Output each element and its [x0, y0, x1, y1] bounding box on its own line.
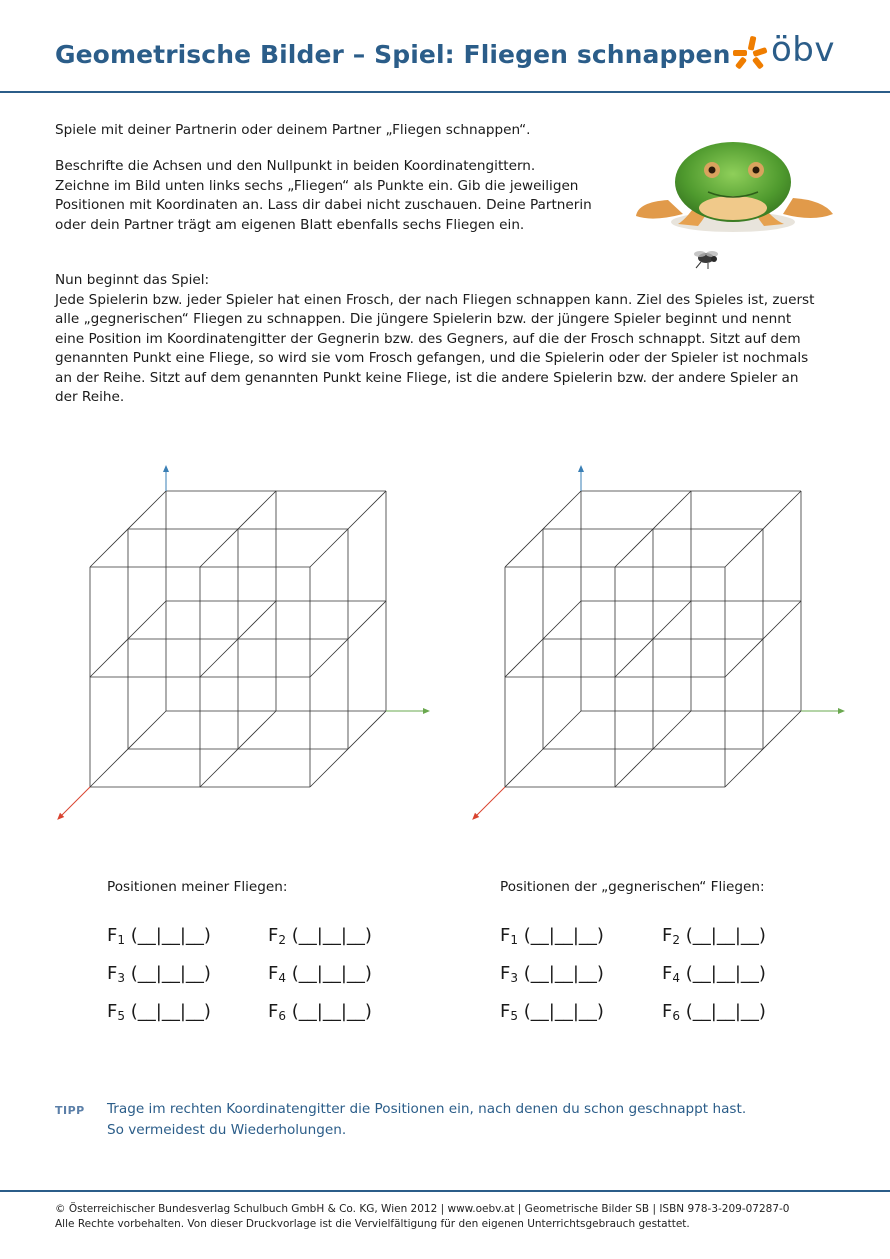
opponent-position-3[interactable]: $F_3$ (__|__|__) — [500, 963, 604, 985]
logo-text: öbv — [771, 30, 836, 70]
x-axis — [60, 787, 90, 817]
text-line: Jede Spielerin bzw. jeder Spieler hat einen Frosch, der nach Fliegen schnappen kann. Ziel des Spieles ist, zuerst — [55, 291, 815, 308]
intro-line: Spiele mit deiner Partnerin oder deinem Partner „Fliegen schnappen“. — [55, 122, 531, 138]
tipp-line: Trage im rechten Koordinatengitter die Positionen ein, nach denen du schon geschnappt hast. — [107, 1101, 747, 1117]
opponent-position-4[interactable]: $F_4$ (__|__|__) — [662, 963, 766, 985]
tipp-line: So vermeidest du Wiederholungen. — [107, 1122, 347, 1138]
my-flies-heading: Positionen meiner Fliegen: — [107, 879, 288, 895]
my-position-5[interactable]: $F_5$ (__|__|__) — [107, 1001, 211, 1023]
text-line: an der Reihe. Sitzt auf dem genannten Punkt keine Fliege, ist die andere Spielerin bzw. der andere Spieler an — [55, 369, 799, 386]
text-line: Positionen mit Koordinaten an. Lass dir dabei nicht zuschauen. Deine Partnerin — [55, 197, 592, 213]
text-line: Nun beginnt das Spiel: — [55, 272, 210, 288]
footer-rule — [0, 1190, 890, 1192]
text-line: der Reihe. — [55, 389, 125, 405]
coordinate-grid-right[interactable] — [470, 455, 860, 825]
my-position-2[interactable]: $F_2$ (__|__|__) — [268, 925, 372, 947]
footer-copyright: © Österreichischer Bundesverlag Schulbuch GmbH & Co. KG, Wien 2012 | www.oebv.at | Geometrische Bilder SB | ISBN 978-3-209-07287-0 — [55, 1203, 790, 1215]
x-axis — [475, 787, 505, 817]
opponent-position-1[interactable]: $F_1$ (__|__|__) — [500, 925, 604, 947]
my-position-6[interactable]: $F_6$ (__|__|__) — [268, 1001, 372, 1023]
coordinate-grid-left[interactable] — [55, 455, 445, 825]
opponent-position-6[interactable]: $F_6$ (__|__|__) — [662, 1001, 766, 1023]
tipp-label: TIPP — [55, 1104, 85, 1117]
text-line: alle „gegnerischen“ Fliegen zu schnappen. Die jüngere Spielerin bzw. der jüngere Spieler beginnt und nennt — [55, 311, 792, 327]
opponent-position-2[interactable]: $F_2$ (__|__|__) — [662, 925, 766, 947]
text-line: Zeichne im Bild unten links sechs „Fliegen“ als Punkte ein. Gib die jeweiligen — [55, 177, 579, 194]
footer-rights: Alle Rechte vorbehalten. Von dieser Druckvorlage ist die Vervielfältigung für den eigenen Unterrichtsgebrauch gestattet. — [55, 1218, 690, 1230]
text-line: genannten Punkt eine Fliege, so wird sie vom Frosch gefangen, und die Spielerin oder der Spieler ist nochmals — [55, 350, 809, 366]
y-axis-arrowhead — [838, 708, 845, 714]
z-axis-arrowhead — [578, 465, 584, 472]
opponent-position-5[interactable]: $F_5$ (__|__|__) — [500, 1001, 604, 1023]
text-line: Beschrifte die Achsen und den Nullpunkt in beiden Koordinatengittern. — [55, 158, 536, 174]
rules-paragraph — [55, 271, 814, 408]
y-axis-arrowhead — [423, 708, 430, 714]
my-position-1[interactable]: $F_1$ (__|__|__) — [107, 925, 211, 947]
instructions-paragraph — [55, 157, 592, 235]
my-position-4[interactable]: $F_4$ (__|__|__) — [268, 963, 372, 985]
text-line: eine Position im Koordinatengitter der Gegnerin bzw. des Gegners, auf die der Frosch schnappt. Sitzt auf dem — [55, 330, 801, 347]
opponent-flies-heading: Positionen der „gegnerischen“ Fliegen: — [500, 879, 765, 895]
frog-illustration — [608, 130, 848, 280]
text-line: oder dein Partner trägt am eigenen Blatt ebenfalls sechs Fliegen ein. — [55, 216, 525, 233]
fly-icon — [694, 251, 718, 269]
asterisk-logo-icon — [732, 35, 768, 71]
publisher-logo — [730, 30, 850, 73]
header-rule — [0, 91, 890, 93]
z-axis-arrowhead — [163, 465, 169, 472]
page-title: Geometrische Bilder – Spiel: Fliegen schnappen — [55, 40, 731, 69]
my-position-3[interactable]: $F_3$ (__|__|__) — [107, 963, 211, 985]
